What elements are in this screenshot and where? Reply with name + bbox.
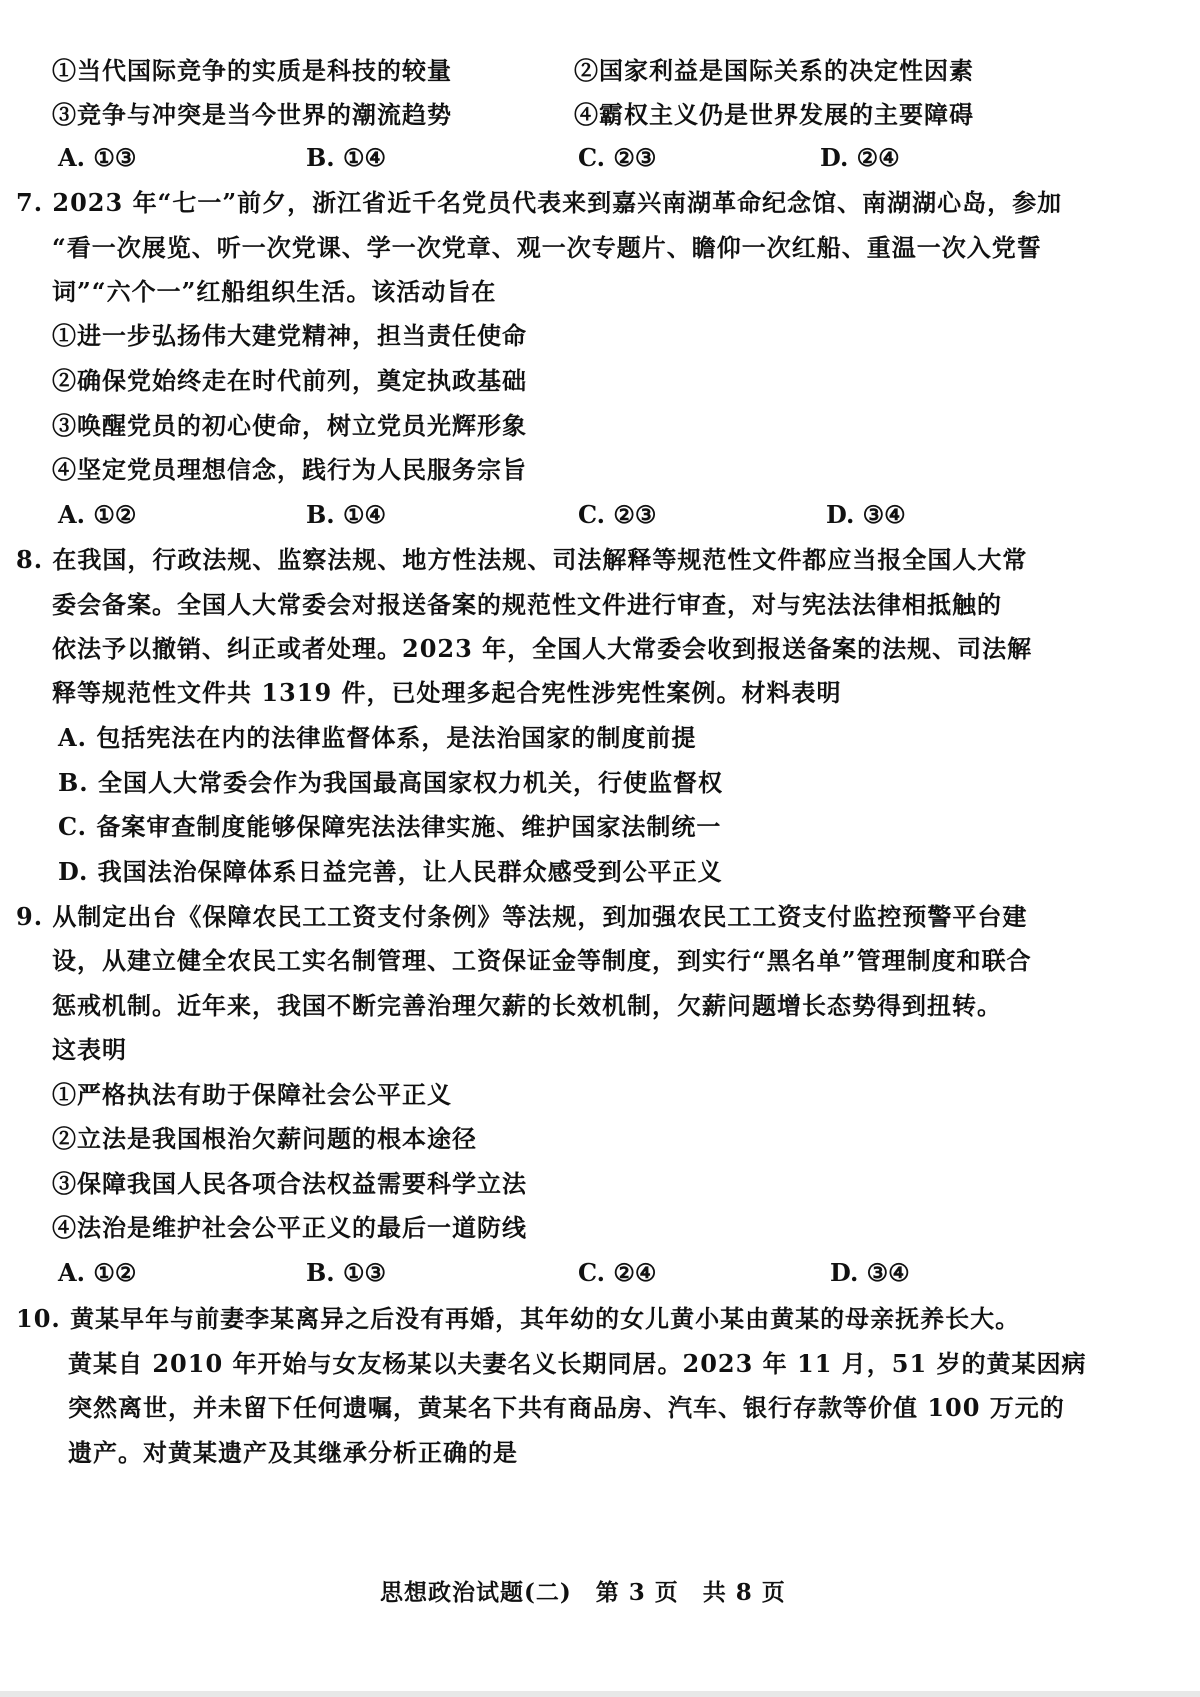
q7-statement-1: ①进一步弘扬伟大建党精神，担当责任使命 [52,321,527,350]
q9-statement-4: ④法治是维护社会公平正义的最后一道防线 [52,1213,527,1242]
q10-stem-line-3: 突然离世，并未留下任何遗嘱，黄某名下共有商品房、汽车、银行存款等价值 100 万元的 [68,1393,1065,1422]
q6-statement-2: ②国家利益是国际关系的决定性因素 [574,56,974,85]
q9-stem-line-4: 这表明 [52,1035,127,1064]
q8-choice-b: B. 全国人大常委会作为我国最高国家权力机关，行使监督权 [58,768,723,797]
q6-option-a: A. ①③ [58,143,137,172]
q6-option-c: C. ②③ [578,143,657,172]
q6-option-b: B. ①④ [306,143,387,172]
q6-statement-3: ③竞争与冲突是当今世界的潮流趋势 [52,100,452,129]
q8-stem-line-1: 8. 在我国，行政法规、监察法规、地方性法规、司法解释等规范性文件都应当报全国人大常 [16,545,1028,574]
q7-option-a: A. ①② [58,500,137,529]
q8-choice-c: C. 备案审查制度能够保障宪法法律实施、维护国家法制统一 [58,812,722,841]
q7-statement-3: ③唤醒党员的初心使命，树立党员光辉形象 [52,411,527,440]
q6-option-d: D. ②④ [820,143,900,172]
page-footer: 思想政治试题(二) 第 3 页 共 8 页 [380,1579,786,1606]
q6-statement-4: ④霸权主义仍是世界发展的主要障碍 [574,100,974,129]
q9-stem-line-3: 惩戒机制。近年来，我国不断完善治理欠薪的长效机制，欠薪问题增长态势得到扭转。 [52,991,1002,1020]
q8-stem-line-2: 委会备案。全国人大常委会对报送备案的规范性文件进行审查，对与宪法法律相抵触的 [52,590,1002,619]
q9-stem-line-1: 9. 从制定出台《保障农民工工资支付条例》等法规，到加强农民工工资支付监控预警平台建 [16,902,1028,931]
q7-option-b: B. ①④ [306,500,387,529]
q8-choice-a: A. 包括宪法在内的法律监督体系，是法治国家的制度前提 [58,723,697,752]
q6-statement-1: ①当代国际竞争的实质是科技的较量 [52,56,452,85]
q9-statement-1: ①严格执法有助于保障社会公平正义 [52,1080,452,1109]
q9-option-b: B. ①③ [306,1258,387,1287]
q9-option-d: D. ③④ [830,1258,910,1287]
q7-statement-4: ④坚定党员理想信念，践行为人民服务宗旨 [52,455,527,484]
q9-statement-3: ③保障我国人民各项合法权益需要科学立法 [52,1169,527,1198]
q7-statement-2: ②确保党始终走在时代前列，奠定执政基础 [52,366,527,395]
q7-stem-line-3: 词”“六个一”红船组织生活。该活动旨在 [52,277,497,306]
q7-stem-line-2: “看一次展览、听一次党课、学一次党章、观一次专题片、瞻仰一次红船、重温一次入党誓 [52,233,1042,262]
q7-option-d: D. ③④ [826,500,906,529]
q7-option-c: C. ②③ [578,500,657,529]
q9-statement-2: ②立法是我国根治欠薪问题的根本途径 [52,1124,477,1153]
q7-stem-line-1: 7. 2023 年“七一”前夕，浙江省近千名党员代表来到嘉兴南湖革命纪念馆、南湖湖心岛，参加 [16,188,1063,217]
q10-stem-line-2: 黄某自 2010 年开始与女友杨某以夫妻名义长期同居。2023 年 11 月，51 岁的黄某因病 [68,1349,1087,1378]
q9-stem-line-2: 设，从建立健全农民工实名制管理、工资保证金等制度，到实行“黑名单”管理制度和联合 [52,946,1032,975]
q9-option-a: A. ①② [58,1258,137,1287]
q10-stem-line-4: 遗产。对黄某遗产及其继承分析正确的是 [68,1438,518,1467]
q8-choice-d: D. 我国法治保障体系日益完善，让人民群众感受到公平正义 [58,857,723,886]
q8-stem-line-3: 依法予以撤销、纠正或者处理。2023 年，全国人大常委会收到报送备案的法规、司法解 [52,634,1033,663]
scan-edge [0,1691,1200,1697]
q10-stem-line-1: 10. 黄某早年与前妻李某离异之后没有再婚，其年幼的女儿黄小某由黄某的母亲抚养长大。 [16,1304,1021,1333]
q8-stem-line-4: 释等规范性文件共 1319 件，已处理多起合宪性涉宪性案例。材料表明 [52,678,842,707]
q9-option-c: C. ②④ [578,1258,657,1287]
